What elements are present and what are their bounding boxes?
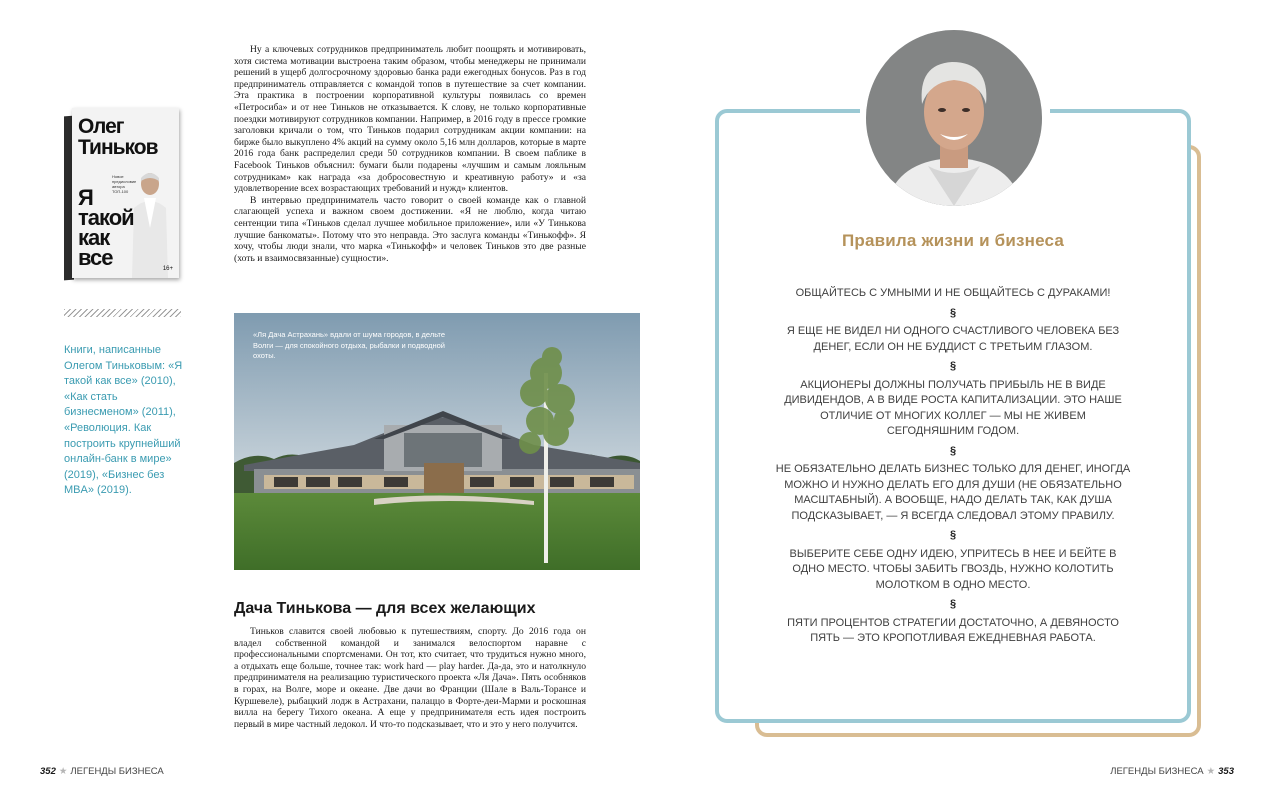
book-cover — [64, 108, 179, 280]
rules-title: Правила жизни и бизнеса — [841, 231, 1065, 250]
rule-item: ВЫБЕРИТЕ СЕБЕ ОДНУ ИДЕЮ, УПРИТЕСЬ В НЕЕ И БЕЙТЕ В ОДНО МЕСТО. ЧТОБЫ ЗАБИТЬ ГВОЗДЬ, НУЖНО КОЛОТИТЬ МОЛОТКОМ В ОДНО МЕСТО. — [789, 547, 1117, 591]
rule-item: ОБЩАЙТЕСЬ С УМНЫМИ И НЕ ОБЩАЙТЕСЬ С ДУРАКАМИ! — [795, 287, 1111, 299]
section-sign-separator: § — [949, 529, 957, 541]
footer-label-left: ЛЕГЕНДЫ БИЗНЕСА — [70, 766, 164, 777]
book-author: Олег Тиньков — [78, 115, 158, 159]
portrait-photo — [866, 30, 1042, 206]
section-sign-separator: § — [949, 306, 957, 319]
section-sign-separator: § — [949, 444, 957, 457]
section-sign-separator: § — [949, 598, 957, 610]
page-number-left: 352 — [40, 766, 56, 777]
star-icon: ★ — [1206, 766, 1216, 777]
books-caption: Книги, написанные Олегом Тиньковым: «Я такой как все» (2010), «Как стать бизнесменом» (2011), «Революция. Как построить крупнейший онлайн-банк в мире» (2019), «Бизнес без MBA» (2019). — [64, 344, 183, 497]
book-title: Я такой как все — [78, 185, 134, 270]
rule-item: ПЯТИ ПРОЦЕНТОВ СТРАТЕГИИ ДОСТАТОЧНО, А ДЕВЯНОСТО ПЯТЬ — ЭТО КРОПОТЛИВАЯ ЕЖЕДНЕВНАЯ РАБОТА. — [787, 616, 1119, 644]
book-age: 16+ — [162, 266, 173, 272]
rule-item: НЕ ОБЯЗАТЕЛЬНО ДЕЛАТЬ БИЗНЕС ТОЛЬКО ДЛЯ ДЕНЕГ, ИНОГДА МОЖНО И НУЖНО ДЕЛАТЬ ЕГО ДЛЯ ДУШИ (НЕ ОБЯЗАТЕЛЬНО МАСШТАБНЫЙ). А ВООБЩЕ, НАДО ДЕЛАТЬ ТАК, КАК ДУША ПОДСКАЗЫВАЕТ, — Я ВСЕГДА СЛЕДОВАЛ ЭТОМУ ПРАВИЛУ. — [775, 463, 1131, 522]
hatch-divider — [64, 309, 181, 317]
footer-left — [40, 766, 164, 777]
book-front — [72, 108, 179, 278]
rule-item: Я ЕЩЕ НЕ ВИДЕЛ НИ ОДНОГО СЧАСТЛИВОГО ЧЕЛОВЕКА БЕЗ ДЕНЕГ, ЕСЛИ ОН НЕ БУДДИСТ С ТРЕТЬИМ ГЛАЗОМ. — [786, 325, 1120, 353]
main-article-text — [234, 44, 586, 264]
photo-caption: «Ля Дача Астрахань» вдали от шума городов, в дельте Волги — для спокойного отдыха, рыбалки и подводной охоты. — [253, 330, 446, 360]
footer-label-right: ЛЕГЕНДЫ БИЗНЕСА — [1110, 766, 1204, 777]
star-icon: ★ — [58, 766, 68, 777]
section-title: Дача Тинькова — для всех желающих — [234, 600, 536, 617]
rule-item: АКЦИОНЕРЫ ДОЛЖНЫ ПОЛУЧАТЬ ПРИБЫЛЬ НЕ В ВИДЕ ДИВИДЕНДОВ, А В ВИДЕ РОСТА КАПИТАЛИЗАЦИИ. ЭТО НАШЕ ОТЛИЧИЕ ОТ МНОГИХ КОЛЛЕГ — МЫ НЕ ЖИВЕМ СЕГОДНЯШНИМ ГОДОМ. — [784, 378, 1122, 437]
footer-right — [1110, 766, 1234, 777]
section-sign-separator: § — [949, 360, 957, 372]
rules-list — [775, 286, 1131, 647]
book-tagline: Новое предисловие автора ТОП-100 — [112, 174, 137, 194]
paragraph: Ну а ключевых сотрудников предприниматель любит поощрять и мотивировать, хотя система мотивации выстроена таким образом, чтобы менеджеры не принимали решений в ущерб долгосрочному здоровью банка ради ежегодных бонусов. Раз в год предприниматель отправляется с командой топов в путешествие за счет компании. Эта практика в построении корпоративной культуры появилась со времен «Петросиба» и от нее Тиньков не отказывается. К слову, не только корпоративные поездки мотивируют сотрудников компании. Например, в 2016 году в прессе громкие заголовки кричали о том, что Тиньков подарил сотрудникам акции компании: на бирже было выкуплено 4% акций на сумму около 5,16 млн долларов, которые в марте 2016 года банк распределил среди 50 сотрудников компании. В своем паблике в Facebook Тиньков объяснил: бумаги были подарены «лучшим и самым лояльным сотрудникам» как награда «за добросовестную и креативную работу» и «за удовлетворение всех возрастающих требований и нужд» клиентов. — [234, 44, 586, 195]
paragraph: В интервью предприниматель часто говорит о своей команде как о главной слагающей успеха и важном своем достижении. «Я не люблю, когда читаю сентенции типа «Тиньков сделал лучшее мобильное приложение», или «У Тинькова лучшие банкоматы». Потому что это неправда. Это заслуга команды «Тинькофф». Я хочу, чтобы люди знали, что марка «Тинькофф» и человек Тиньков это две разные (хоть и взаимосвязанные) сущности». — [234, 194, 586, 264]
paragraph: Тиньков славится своей любовью к путешествиям, спорту. До 2016 года он владел собственной командой и занимался велоспортом наравне с профессиональными спортсменами. Он тот, кто считает, что трудиться нужно много, а отдыхать еще больше, точнее так: work hard — play harder. Да-да, это и натолкнуло предпринимателя на реализацию туристического проекта «Ля Дача». Пять особняков в горах, на Волге, море и океане. Две дачи во Франции (Шале в Валь-Торансе и Куршевеле), рыбацкий лодж в Астрахани, палаццо в Форте-деи-Марми и роскошная вилла на берегу Тихого океана. А еще у предпринимателя есть идея построить первый в мире частный ледокол. И что-то подсказывает, что и это у него получится. — [234, 626, 586, 730]
page-number-right: 353 — [1218, 766, 1234, 777]
section-text — [234, 626, 586, 730]
